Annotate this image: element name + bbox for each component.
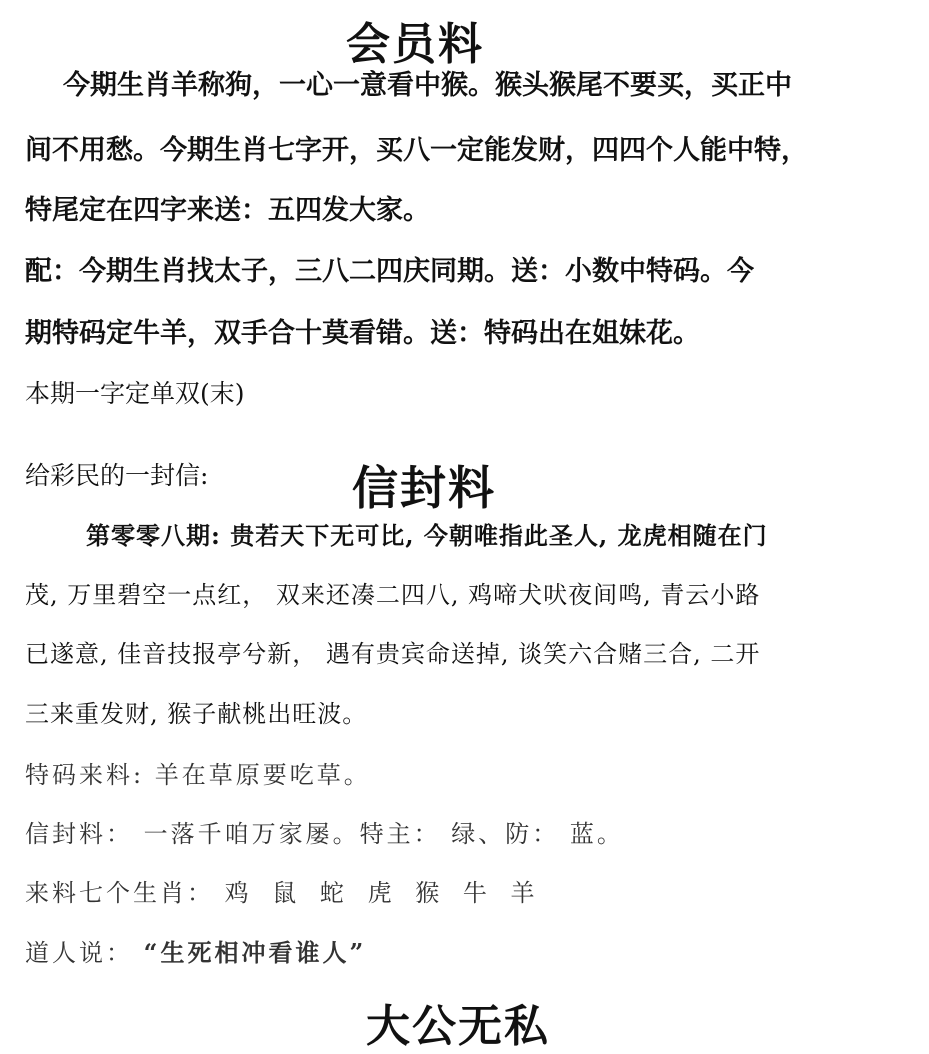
member-title: 会员料	[346, 19, 484, 70]
zodiac-item: 蛇	[319, 879, 347, 907]
single-double-line: 本期一字定单双(末)	[25, 379, 245, 408]
poem-line-1: 第零零八期: 贵若天下无可比, 今朝唯指此圣人, 龙虎相随在门	[86, 521, 768, 550]
taoist-prefix: 道人说：	[25, 939, 133, 967]
taoist-quote: “生死相冲看谁人”	[143, 938, 367, 967]
zodiac-item: 牛	[462, 879, 490, 907]
envelope-title: 信封料	[352, 461, 496, 515]
zodiac-item: 猴	[415, 879, 443, 907]
zodiac-item: 鸡	[224, 879, 252, 907]
footer-title: 大公无私	[366, 1001, 550, 1052]
taoist-line	[25, 938, 367, 967]
poem-line-2: 茂, 万里碧空一点红， 双来还凑二四八, 鸡啼犬吠夜间鸣, 青云小路	[25, 581, 761, 609]
member-line-1: 今期生肖羊称狗，一心一意看中猴。猴头猴尾不要买，买正中	[63, 70, 792, 101]
zodiac-item: 虎	[367, 879, 395, 907]
letter-intro: 给彩民的一封信:	[25, 461, 209, 490]
envelope-note-line: 信封料： 一落千咱万家屡。特主： 绿、防： 蓝。	[25, 820, 624, 848]
member-line-3: 特尾定在四字来送：五四发大家。	[25, 195, 430, 226]
tema-source-line: 特码来料: 羊在草原要吃草。	[25, 761, 371, 789]
zodiac-item: 羊	[510, 879, 538, 907]
zodiac-item: 鼠	[272, 879, 300, 907]
member-line-4: 配：今期生肖找太子，三八二四庆同期。送：小数中特码。今	[25, 256, 754, 287]
zodiac-line	[25, 881, 537, 905]
zodiac-label: 来料七个生肖：	[25, 879, 214, 907]
member-line-2: 间不用愁。今期生肖七字开，买八一定能发财，四四个人能中特，	[25, 135, 808, 166]
poem-line-4: 三来重发财, 猴子献桃出旺波。	[25, 700, 368, 728]
member-line-5: 期特码定牛羊，双手合十莫看错。送：特码出在姐妹花。	[25, 318, 700, 349]
poem-line-3: 已遂意, 佳音技报亭兮新， 遇有贵宾命送掉, 谈笑六合赌三合, 二开	[25, 640, 761, 668]
